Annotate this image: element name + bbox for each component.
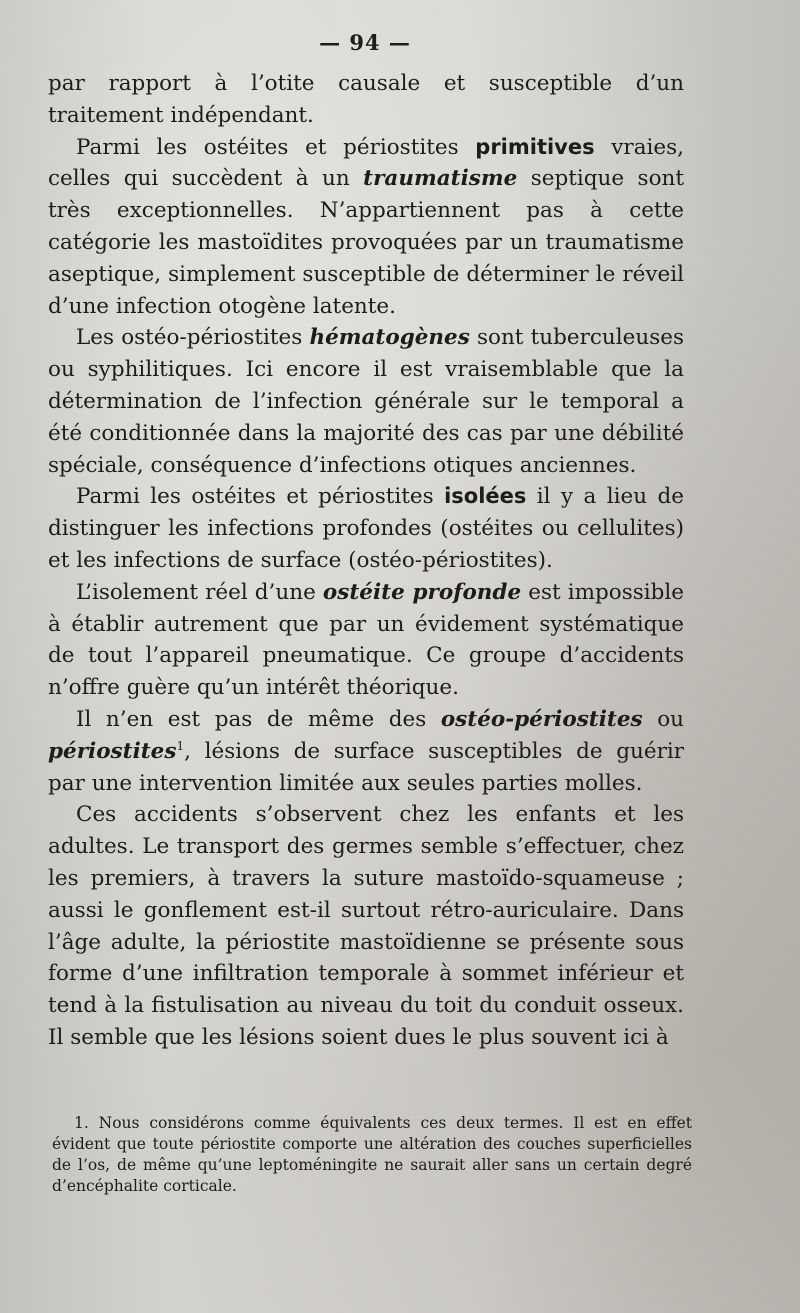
text-run: Parmi les ostéites et périostites [76, 134, 476, 160]
text-run: il y a lieu de distinguer les infections profondes (ostéites ou cellulites) et les infections de surface (ostéo-périostites). [48, 484, 684, 573]
text-run: par rapport à l’otite causale et susceptible d’un traitement indépendant. [48, 71, 684, 128]
body-text [48, 68, 684, 1054]
text-run: ou [642, 706, 684, 732]
text-run: Les ostéo-périostites [76, 325, 310, 351]
text-run: vraies, celles qui succèdent à un [48, 134, 684, 192]
italic-term: ostéite profonde [322, 579, 522, 605]
text-run: septique sont très exceptionnelles. N’appartiennent pas à cette catégorie les mastoïdites provoquées par un traumatisme aseptique, simplement susceptible de déterminer le réveil d’une infection otogène latente. [48, 166, 684, 319]
italic-term: périostites [48, 738, 177, 764]
text-run: L’isolement réel d’une [76, 579, 323, 605]
text-run: sont tuberculeuses ou syphilitiques. Ici encore il est vraisemblable que la détermination de l’infection générale sur le temporal a été conditionnée dans la majorité des cas par une débilité spéciale, conséquence d’infections otiques anciennes. [48, 325, 684, 478]
text-run: Ces accidents s’observent chez les enfants et les adultes. Le transport des germes semble s’effectuer, chez les premiers, à travers la suture mastoïdo-squameuse ; aussi le gonflement est-il surtout rétro-auriculaire. Dans l’âge adulte, la périostite mastoïdienne se présente sous forme d’une infiltration temporale à sommet inférieur et tend à la fistulisation au niveau du toit du conduit osseux. Il semble que les lésions soient dues le plus souvent ici à [48, 802, 684, 1050]
paragraph [48, 799, 684, 1053]
paragraph [48, 322, 684, 481]
italic-term: ostéo-périostites [440, 706, 643, 732]
paragraph [48, 577, 684, 704]
bold-term: primitives [475, 134, 595, 159]
paragraph [48, 481, 684, 576]
paragraph [48, 704, 684, 799]
bold-term: isolées [444, 484, 527, 509]
paragraph [48, 68, 684, 132]
footnote-marker: 1 [176, 738, 185, 753]
text-run: Parmi les ostéites et périostites [76, 484, 445, 510]
paragraph [48, 132, 684, 323]
page-number: — 94 — [319, 30, 411, 55]
text-run: est impossible à établir autrement que par un évidement systématique de tout l’appareil pneumatique. Ce groupe d’accidents n’offre guère qu’un intérêt théorique. [48, 579, 685, 701]
footnote: 1. Nous considérons comme équivalents ces deux termes. Il est en effet évident que toute périostite comporte une altération des couches superficielles de l’os, de même qu’une leptoméningite ne saurait aller sans un certain degré d’encéphalite corticale. [52, 1114, 692, 1195]
italic-term: traumatisme [363, 166, 518, 192]
text-run: Il n’en est pas de même des [76, 706, 441, 732]
italic-term: hématogènes [309, 325, 470, 351]
text-run: , lésions de surface susceptibles de guérir par une intervention limitée aux seules parties molles. [48, 738, 684, 796]
footnotes [52, 1113, 692, 1197]
